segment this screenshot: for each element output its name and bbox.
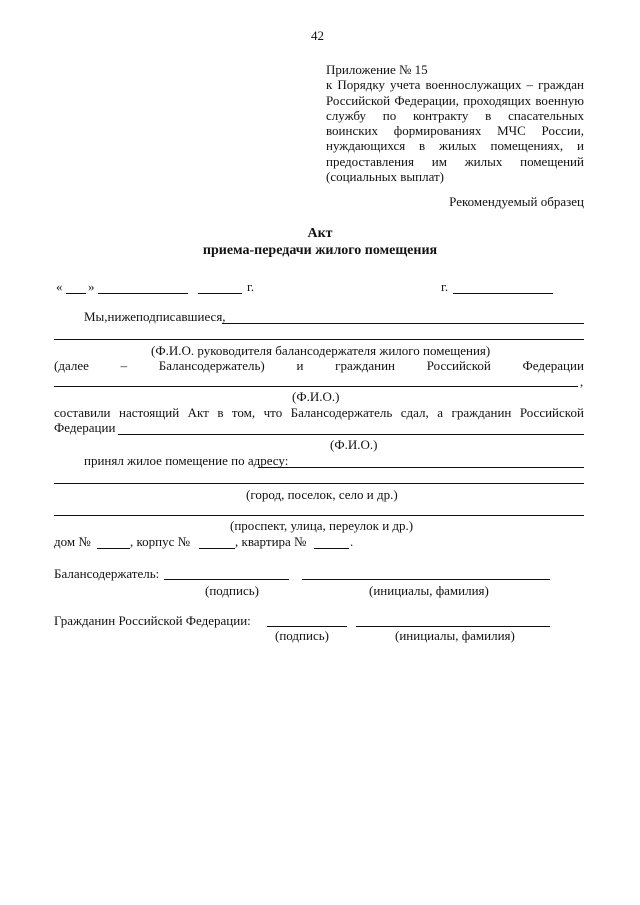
year-suffix: г. xyxy=(247,279,255,294)
house-end: . xyxy=(350,534,354,549)
citizen-name-field[interactable] xyxy=(356,626,550,627)
we-signed-label: Мы,нижеподписавшиеся, xyxy=(84,309,226,324)
word: военнослужащих xyxy=(425,77,522,92)
appendix-line xyxy=(326,154,584,169)
word: гражданин xyxy=(335,358,396,373)
received-label: принял жилое помещение по адресу: xyxy=(84,453,289,468)
word: предоставления xyxy=(326,154,414,169)
citizen-name-caption: (инициалы, фамилия) xyxy=(395,628,515,643)
city-prefix: г. xyxy=(441,279,449,294)
word: составили xyxy=(54,405,111,420)
word: помещениях, xyxy=(490,138,564,153)
word: граждан xyxy=(538,77,584,92)
word: по xyxy=(382,108,397,123)
appendix-line xyxy=(326,77,584,92)
word: в xyxy=(217,405,224,420)
word: Порядку xyxy=(337,77,385,92)
word: учета xyxy=(390,77,421,92)
word: в xyxy=(485,108,492,123)
page-number: 42 xyxy=(311,28,324,43)
word: настоящий xyxy=(118,405,180,420)
head-name-field[interactable] xyxy=(54,339,584,340)
citizen-label: Гражданин Российской Федерации: xyxy=(54,613,251,628)
word: сдал, xyxy=(400,405,429,420)
appendix-line xyxy=(326,108,584,123)
word: Акт xyxy=(187,405,209,420)
citizen-name-field-2[interactable] xyxy=(118,434,584,435)
address-field-1[interactable] xyxy=(258,467,584,468)
word: – xyxy=(120,358,128,373)
street-caption: (проспект, улица, переулок и др.) xyxy=(230,518,414,533)
apartment-field[interactable] xyxy=(314,548,349,549)
word: МЧС xyxy=(497,123,526,138)
word: проходящих xyxy=(463,93,532,108)
word: том, xyxy=(231,405,256,420)
compiled-line xyxy=(54,405,584,420)
building-label: , корпус № xyxy=(130,534,191,549)
word: формированиях xyxy=(393,123,482,138)
year-field[interactable] xyxy=(198,293,242,294)
city-field[interactable] xyxy=(453,293,553,294)
further-line xyxy=(54,358,584,373)
word: и xyxy=(576,138,584,153)
citizen-signature-caption: (подпись) xyxy=(275,628,329,643)
word: Балансодержатель) xyxy=(158,358,265,373)
word: Российской xyxy=(426,358,491,373)
word: Российской xyxy=(326,93,391,108)
federation-label: Федерации xyxy=(54,420,116,435)
holder-label: Балансодержатель: xyxy=(54,566,160,581)
word: что xyxy=(263,405,283,420)
comma: , xyxy=(580,374,584,389)
word: нуждающихся xyxy=(326,138,406,153)
word: и xyxy=(296,358,304,373)
month-field[interactable] xyxy=(98,293,188,294)
word: службу xyxy=(326,108,367,123)
appendix-line xyxy=(326,138,584,153)
city-caption: (город, поселок, село и др.) xyxy=(246,487,398,502)
holder-name-caption: (инициалы, фамилия) xyxy=(369,583,489,598)
fio-caption-2: (Ф.И.О.) xyxy=(330,437,378,452)
word: воинских xyxy=(326,123,379,138)
building-field[interactable] xyxy=(199,548,235,549)
appendix-last-line: (социальных выплат) xyxy=(326,169,445,184)
house-field[interactable] xyxy=(97,548,130,549)
word: Балансодержатель xyxy=(290,405,393,420)
word: военную xyxy=(535,93,584,108)
document-title: Акт xyxy=(307,226,333,241)
document-subtitle: приема-передачи жилого помещения xyxy=(202,243,438,258)
word: Федерации, xyxy=(394,93,459,108)
word: (далее xyxy=(54,358,89,373)
house-label: дом № xyxy=(54,534,91,549)
recommended-sample: Рекомендуемый образец xyxy=(449,194,584,209)
fio-caption-1: (Ф.И.О.) xyxy=(292,389,340,404)
word: им xyxy=(431,154,447,169)
word: а xyxy=(437,405,444,420)
word: гражданин xyxy=(451,405,512,420)
citizen-name-field-1[interactable] xyxy=(54,386,578,387)
word: помещений xyxy=(520,154,584,169)
citizen-signature-field[interactable] xyxy=(267,626,347,627)
city-address-field[interactable] xyxy=(54,483,584,484)
holder-signature-field[interactable] xyxy=(164,579,289,580)
appendix-line xyxy=(326,123,584,138)
apartment-label: , квартира № xyxy=(235,534,307,549)
close-quote: » xyxy=(88,279,95,294)
word: спасательных xyxy=(508,108,584,123)
word: к xyxy=(326,77,333,92)
we-signed-field[interactable] xyxy=(222,323,584,324)
word: жилых xyxy=(464,154,503,169)
word: Федерации xyxy=(522,358,584,373)
word: – xyxy=(526,77,534,92)
street-address-field[interactable] xyxy=(54,515,584,516)
open-quote: « xyxy=(56,279,63,294)
day-field[interactable] xyxy=(66,293,86,294)
appendix-line xyxy=(326,93,584,108)
holder-signature-caption: (подпись) xyxy=(205,583,259,598)
appendix-title: Приложение № 15 xyxy=(326,62,428,77)
word: России, xyxy=(541,123,584,138)
head-fio-caption: (Ф.И.О. руководителя балансодержателя жилого помещения) xyxy=(151,343,491,358)
word: Российской xyxy=(519,405,584,420)
holder-name-field[interactable] xyxy=(302,579,550,580)
word: жилых xyxy=(439,138,477,153)
word: в xyxy=(419,138,426,153)
word: контракту xyxy=(413,108,469,123)
